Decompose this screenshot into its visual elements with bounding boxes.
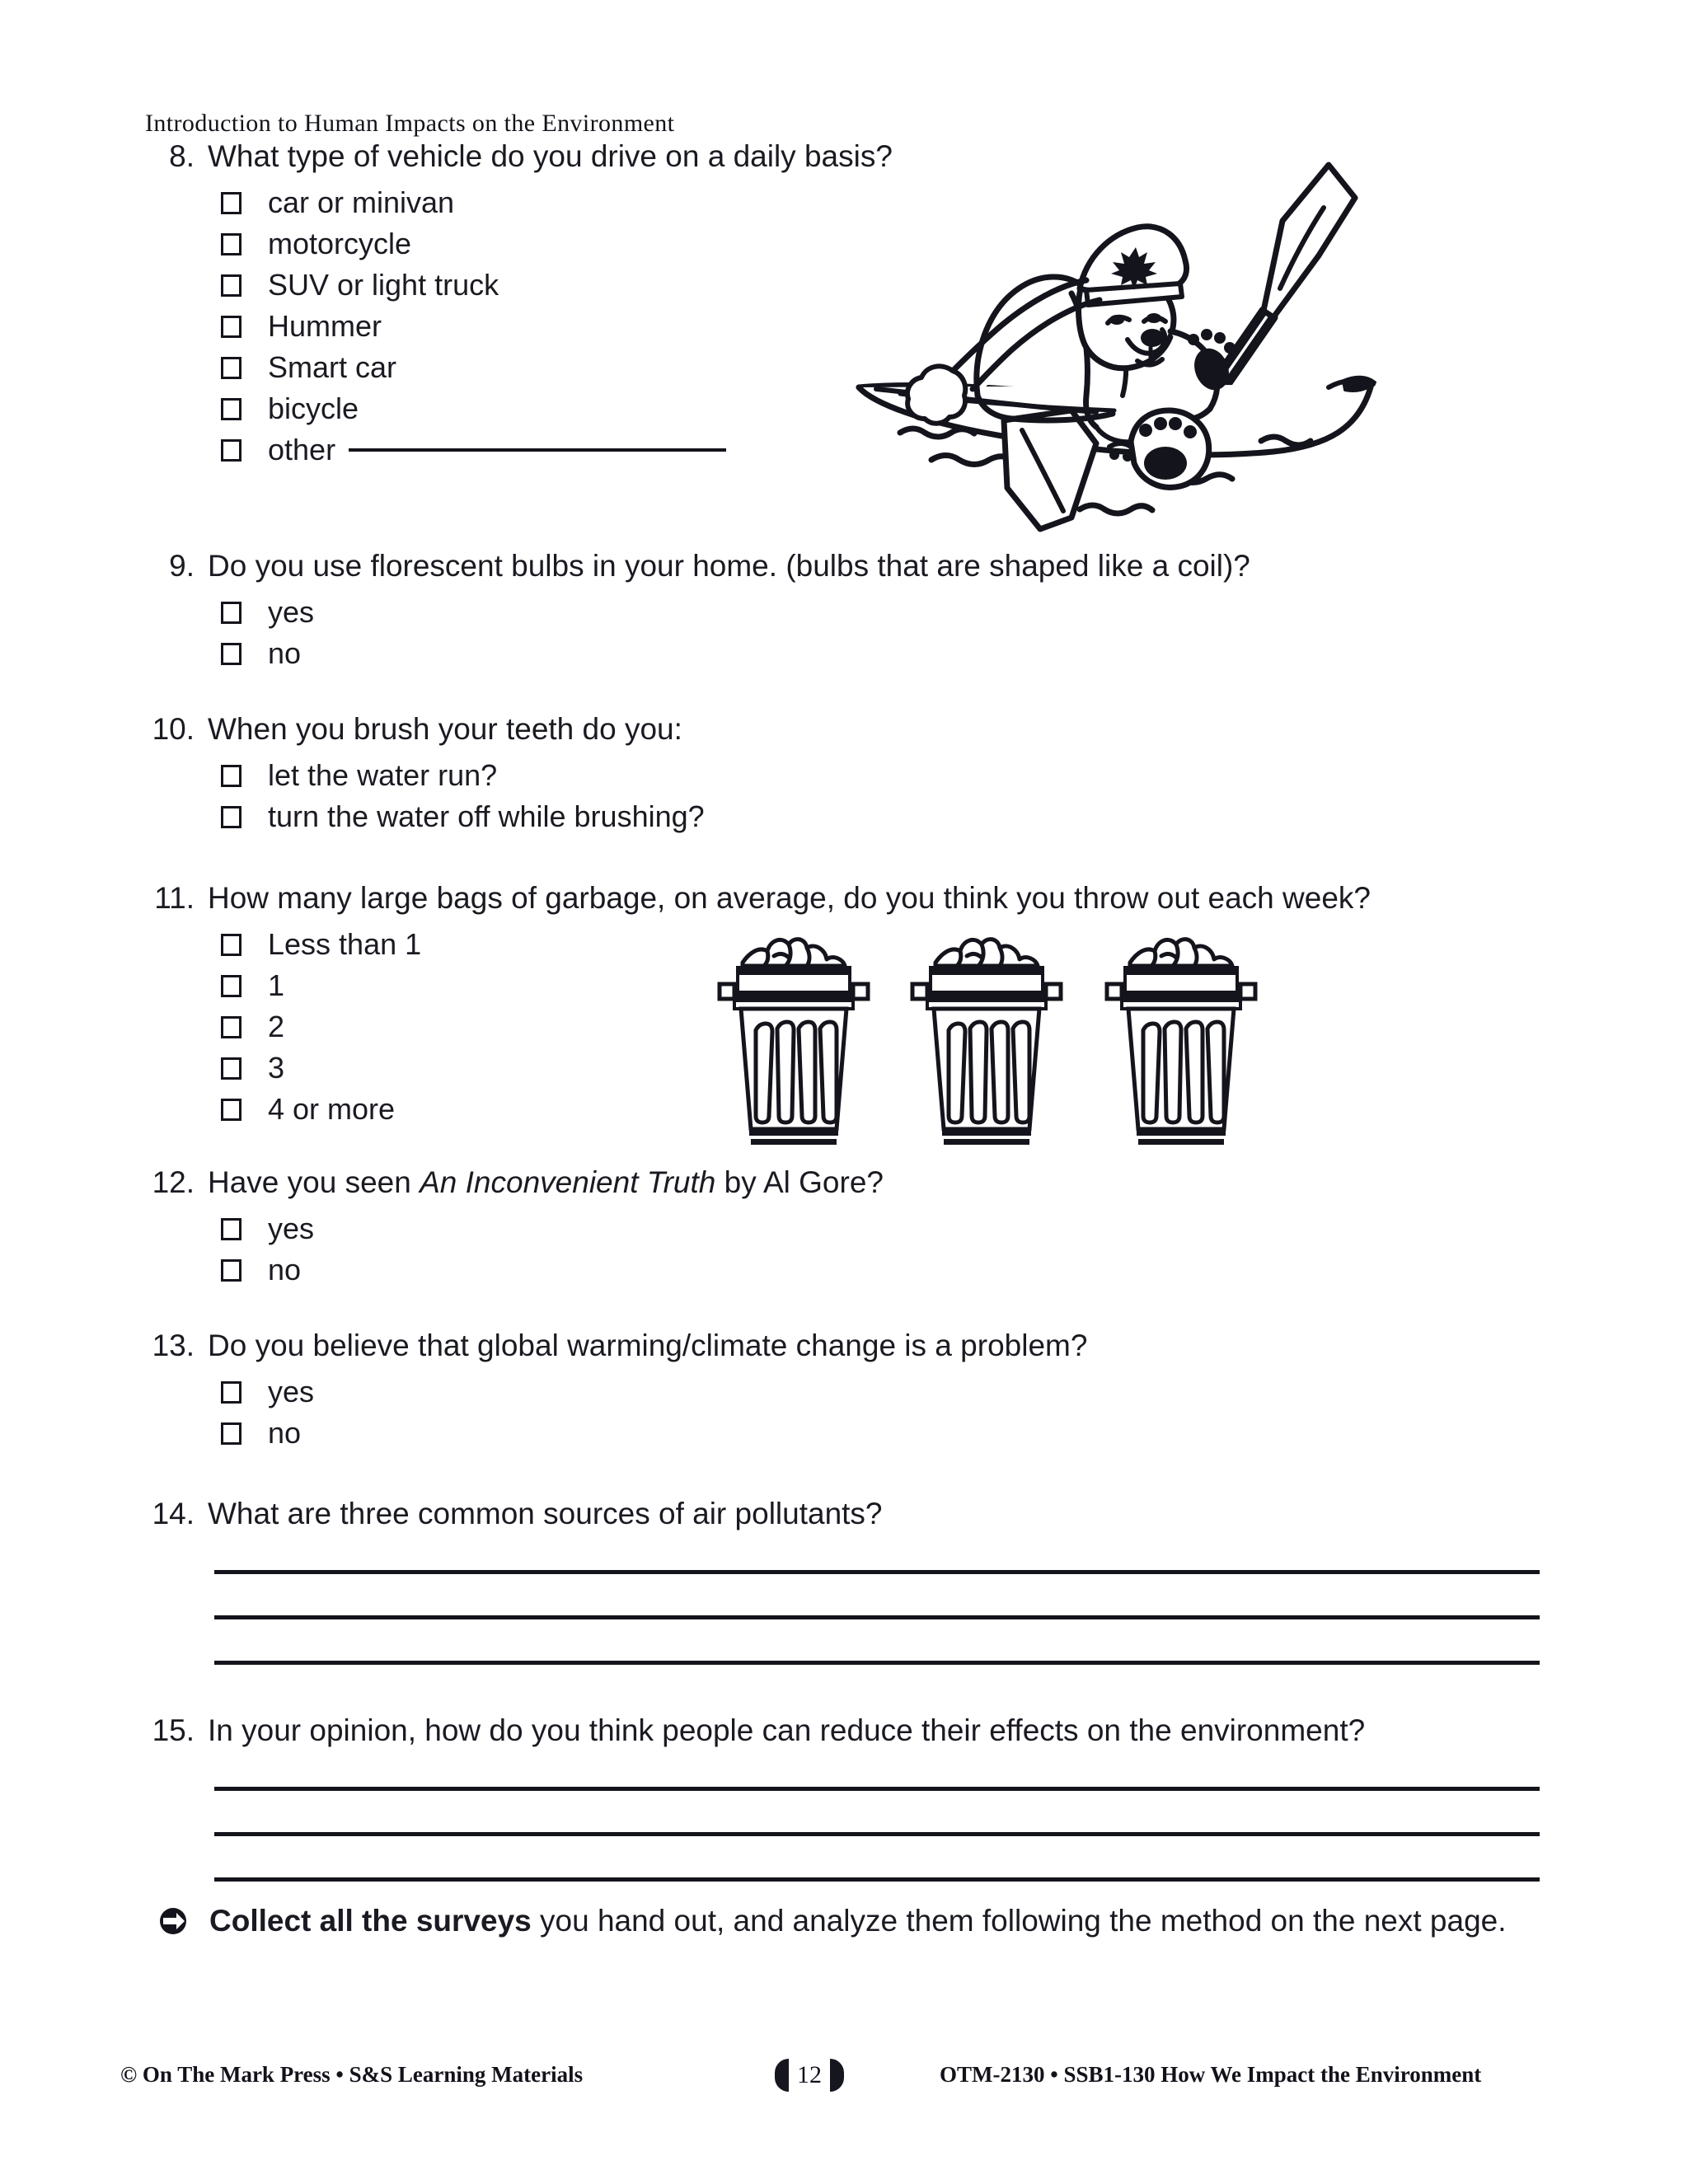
question-12-number: 12. xyxy=(152,1165,195,1199)
option-row[interactable] xyxy=(221,1089,1371,1130)
option-row[interactable] xyxy=(221,1208,884,1249)
question-14-answer-lines xyxy=(214,1570,1540,1665)
question-8-number: 8. xyxy=(169,139,195,173)
checkbox-icon[interactable] xyxy=(221,233,241,255)
question-15 xyxy=(145,1710,1365,1751)
question-10 xyxy=(145,709,705,837)
checkbox-icon[interactable] xyxy=(221,1218,241,1240)
option-row[interactable] xyxy=(221,265,893,306)
question-15-number: 15. xyxy=(152,1713,195,1747)
question-10-number: 10. xyxy=(152,712,195,746)
option-label: Smart car xyxy=(268,350,397,384)
answer-line[interactable] xyxy=(214,1570,1540,1574)
option-row[interactable] xyxy=(221,965,1371,1006)
option-row[interactable] xyxy=(221,1371,1087,1413)
option-row[interactable] xyxy=(221,1047,1371,1089)
question-9-number: 9. xyxy=(169,549,195,583)
other-write-in-line[interactable] xyxy=(349,448,726,452)
checkbox-icon[interactable] xyxy=(221,398,241,420)
checkbox-icon[interactable] xyxy=(221,439,241,462)
checkbox-icon[interactable] xyxy=(221,192,241,214)
question-9 xyxy=(145,546,1250,674)
arrow-in-circle-icon xyxy=(157,1900,209,1942)
collect-surveys-rest: you hand out, and analyze them following the method on the next page. xyxy=(531,1904,1507,1938)
checkbox-icon[interactable] xyxy=(221,1016,241,1038)
question-11-options xyxy=(221,924,1371,1130)
checkbox-icon[interactable] xyxy=(221,1057,241,1080)
collect-surveys-text xyxy=(209,1900,1507,1943)
option-label: 4 or more xyxy=(268,1092,396,1126)
question-12-options xyxy=(221,1208,884,1291)
collect-surveys-note xyxy=(157,1900,1550,1943)
question-8 xyxy=(145,136,893,471)
option-label: 1 xyxy=(268,968,285,1002)
question-14 xyxy=(145,1493,883,1535)
answer-line[interactable] xyxy=(214,1877,1540,1882)
question-10-options xyxy=(221,755,705,837)
question-11-text: How many large bags of garbage, on average, do you think you throw out each week? xyxy=(208,881,1371,915)
option-row[interactable] xyxy=(221,223,893,265)
question-8-options xyxy=(221,182,893,471)
option-label: SUV or light truck xyxy=(268,268,499,302)
option-row[interactable] xyxy=(221,1006,1371,1047)
checkbox-icon[interactable] xyxy=(221,1422,241,1445)
question-12-title-italic: An Inconvenient Truth xyxy=(420,1165,716,1199)
option-row[interactable] xyxy=(221,924,1371,965)
half-circle-left-icon xyxy=(775,2059,789,2092)
question-9-text: Do you use florescent bulbs in your home. (bulbs that are shaped like a coil)? xyxy=(208,549,1250,583)
question-9-options xyxy=(221,592,1250,674)
checkbox-icon[interactable] xyxy=(221,602,241,624)
checkbox-icon[interactable] xyxy=(221,1259,241,1282)
option-label: turn the water off while brushing? xyxy=(268,799,705,833)
question-8-text: What type of vehicle do you drive on a daily basis? xyxy=(208,139,893,173)
running-head: Introduction to Human Impacts on the Environment xyxy=(145,110,675,137)
option-row[interactable] xyxy=(221,633,1250,674)
checkbox-icon[interactable] xyxy=(221,643,241,665)
option-row[interactable] xyxy=(221,347,893,388)
answer-line[interactable] xyxy=(214,1615,1540,1619)
option-row[interactable] xyxy=(221,306,893,347)
question-13-text: Do you believe that global warming/climate change is a problem? xyxy=(208,1329,1088,1362)
checkbox-icon[interactable] xyxy=(221,1381,241,1404)
option-label: Hummer xyxy=(268,309,382,343)
question-15-answer-lines xyxy=(214,1787,1540,1882)
checkbox-icon[interactable] xyxy=(221,765,241,787)
option-label: car or minivan xyxy=(268,185,455,219)
question-15-text: In your opinion, how do you think people can reduce their effects on the environment? xyxy=(208,1713,1366,1747)
footer-product-code: OTM-2130 • SSB1-130 How We Impact the Environment xyxy=(940,2062,1482,2087)
collect-surveys-bold-lead: Collect all the surveys xyxy=(209,1904,532,1938)
answer-line[interactable] xyxy=(214,1661,1540,1665)
question-12-text xyxy=(208,1162,884,1203)
question-11-number: 11. xyxy=(154,881,195,915)
checkbox-icon[interactable] xyxy=(221,1099,241,1121)
checkbox-icon[interactable] xyxy=(221,806,241,828)
option-label: bicycle xyxy=(268,391,359,425)
option-label: 2 xyxy=(268,1010,285,1043)
option-label: yes xyxy=(268,1212,315,1245)
option-row[interactable] xyxy=(221,592,1250,633)
checkbox-icon[interactable] xyxy=(221,975,241,997)
checkbox-icon[interactable] xyxy=(221,934,241,956)
question-14-number: 14. xyxy=(152,1497,195,1530)
answer-line[interactable] xyxy=(214,1832,1540,1836)
option-label: let the water run? xyxy=(268,758,498,792)
option-row[interactable] xyxy=(221,755,705,796)
checkbox-icon[interactable] xyxy=(221,316,241,338)
option-row[interactable] xyxy=(221,1249,884,1291)
option-label: yes xyxy=(268,1375,315,1408)
option-row[interactable] xyxy=(221,1413,1087,1454)
question-11 xyxy=(145,878,1371,1130)
option-row[interactable] xyxy=(221,796,705,837)
option-label: motorcycle xyxy=(268,227,412,260)
answer-line[interactable] xyxy=(214,1787,1540,1791)
question-13 xyxy=(145,1325,1087,1454)
option-row[interactable] xyxy=(221,182,893,223)
footer-copyright: © On The Mark Press • S&S Learning Materials xyxy=(120,2062,584,2087)
option-label: 3 xyxy=(268,1051,285,1085)
option-label: no xyxy=(268,1253,302,1286)
question-12 xyxy=(145,1162,884,1291)
option-label: other xyxy=(268,433,336,466)
question-13-options xyxy=(221,1371,1087,1454)
option-row[interactable] xyxy=(221,388,893,429)
option-label: no xyxy=(268,1416,302,1450)
option-row-other[interactable] xyxy=(221,429,893,471)
page-number: 12 xyxy=(797,2061,822,2088)
checkbox-icon[interactable] xyxy=(221,357,241,379)
question-13-number: 13. xyxy=(152,1329,195,1362)
half-circle-right-icon xyxy=(830,2059,844,2092)
question-12-part-3: by Al Gore? xyxy=(715,1165,884,1199)
option-label: yes xyxy=(268,595,315,629)
page-footer xyxy=(0,2059,1688,2108)
checkbox-icon[interactable] xyxy=(221,274,241,297)
option-label: no xyxy=(268,636,302,670)
question-14-text: What are three common sources of air pollutants? xyxy=(208,1497,883,1530)
option-label: Less than 1 xyxy=(268,927,422,961)
question-12-part-1: Have you seen xyxy=(208,1165,420,1199)
polar-bear-kayak-illustration xyxy=(824,148,1401,544)
question-10-text: When you brush your teeth do you: xyxy=(208,712,682,746)
page-number-group xyxy=(775,2059,844,2092)
